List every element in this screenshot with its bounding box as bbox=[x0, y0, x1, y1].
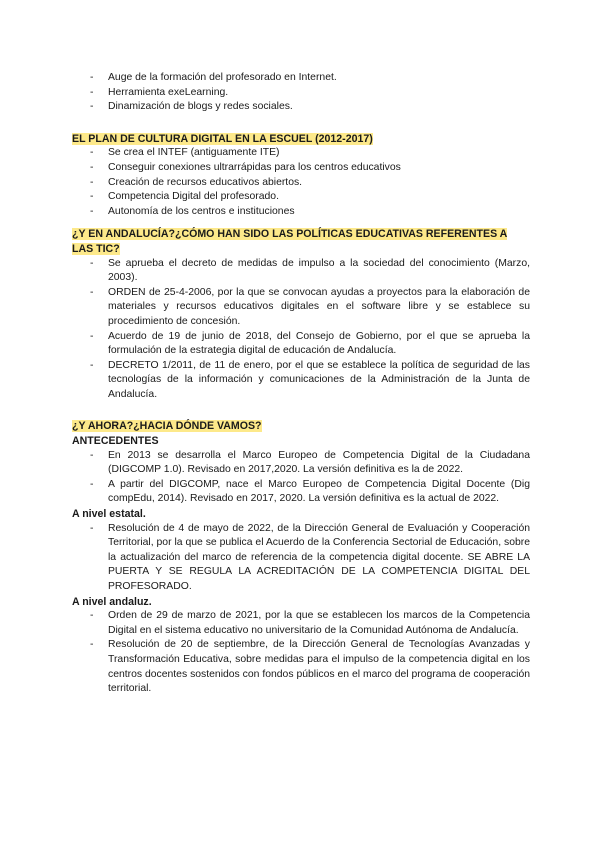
list-item: - Creación de recursos educativos abiertos. bbox=[90, 176, 303, 188]
section-heading: ¿Y AHORA?¿HACIA DÓNDE VAMOS? bbox=[72, 420, 262, 433]
list-section1 bbox=[72, 71, 530, 115]
subheading-antecedentes: ANTECEDENTES bbox=[72, 435, 159, 448]
list-section2 bbox=[72, 146, 530, 219]
section3-heading-wrap bbox=[72, 227, 530, 256]
list-item: - Conseguir conexiones ultrarrápidas para los centros educativos bbox=[90, 161, 401, 173]
list-section3 bbox=[72, 257, 530, 403]
list-item: - ORDEN de 25-4-2006, por la que se convocan ayudas a proyectos para la elaboración de materiales y recursos educativos digitales en el software libre y se establece su procedimiento de concesión. bbox=[90, 286, 530, 327]
list-item: - Auge de la formación del profesorado en Internet. bbox=[90, 72, 337, 83]
list-item: - Orden de 29 de marzo de 2021, por la que se establecen los marcos de la Competencia Digital en el sistema educativo no universitario de la Comunidad Autónoma de Andalucía. bbox=[90, 610, 530, 636]
list-item: - Autonomía de los centros e instituciones bbox=[90, 205, 295, 217]
list-item: - Dinamización de blogs y redes sociales. bbox=[90, 101, 293, 113]
list-item: - Resolución de 20 de septiembre, de la Dirección General de Tecnologías Avanzadas y Transformación Educativa, sobre medidas para el impulso de la competencia digital en los centros docentes sostenidos con fondos públicos en el marco del programa de cooperación territorial. bbox=[90, 639, 530, 695]
subheading-estatal: A nivel estatal. bbox=[72, 508, 146, 521]
list-item: - Competencia Digital del profesorado. bbox=[90, 191, 279, 203]
list-andaluz bbox=[72, 609, 530, 697]
list-antecedentes bbox=[72, 449, 530, 507]
section-heading: ¿Y EN ANDALUCÍA?¿CÓMO HAN SIDO LAS POLÍTICAS EDUCATIVAS REFERENTES A LAS TIC? bbox=[72, 228, 508, 255]
section4-heading-wrap bbox=[72, 419, 530, 434]
list-item: - Resolución de 4 de mayo de 2022, de la Dirección General de Evaluación y Cooperación Territorial, por la que se publica el Acuerdo de la Conferencia Sectorial de Educación, sobre la actualización del marco de referencia de la competencia digital docente. SE ABRE LA PUERTA Y SE REGULA LA ACREDITACIÓN DE LA COMPETENCIA DIGITAL DEL PROFESORADO. bbox=[90, 522, 530, 592]
list-item: - Se crea el INTEF (antiguamente ITE) bbox=[90, 147, 280, 159]
list-item: - Herramienta exeLearning. bbox=[90, 86, 229, 98]
section2-heading-wrap bbox=[72, 132, 530, 147]
list-item: - Acuerdo de 19 de junio de 2018, del Consejo de Gobierno, por el que se aprueba la formulación de la estrategia digital de educación de Andalucía. bbox=[90, 330, 530, 357]
list-item: - Se aprueba el decreto de medidas de impulso a la sociedad del conocimiento (Marzo, 2003). bbox=[90, 257, 530, 284]
list-item: - A partir del DIGCOMP, nace el Marco Europeo de Competencia Digital Docente (Dig compEdu, 2014). Revisado en 2017, 2020. La versión definitiva es la actual de 2022. bbox=[90, 478, 530, 505]
list-item: - DECRETO 1/2011, de 11 de enero, por el que se establece la política de seguridad de las tecnologías de la información y comunicaciones de la Administración de la Junta de Andalucía. bbox=[90, 359, 530, 400]
list-estatal bbox=[72, 522, 530, 595]
subheading-andaluz: A nivel andaluz. bbox=[72, 595, 152, 608]
list-item: - En 2013 se desarrolla el Marco Europeo de Competencia Digital de la Ciudadana (DIGCOMP 1.0). Revisado en 2017,2020. La versión definitiva es la de 2022. bbox=[90, 449, 530, 476]
section-heading: EL PLAN DE CULTURA DIGITAL EN LA ESCUEL (2012-2017) bbox=[72, 132, 373, 145]
